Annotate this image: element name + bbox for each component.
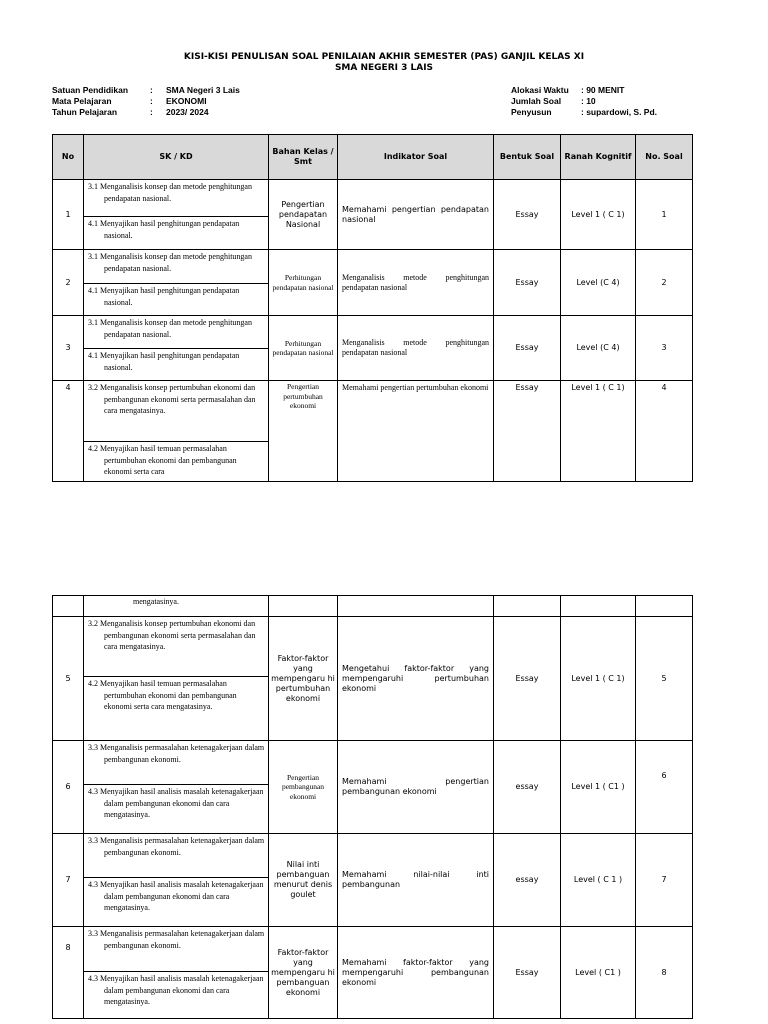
row-ranah: Level 1 ( C 1) [561,381,636,482]
meta-label-penyusun: Penyusun [511,107,552,117]
row-bentuk: essay [494,741,561,834]
header-skkd: SK / KD [84,135,269,180]
empty-cell [269,596,338,617]
table-row [53,381,693,442]
meta-label-mapel: Mata Pelajaran [52,96,112,106]
table-row [53,741,693,785]
meta-value-alokasi: : 90 MENIT [581,85,625,95]
table-row [53,250,693,284]
meta-label-jumlah: Jumlah Soal [511,96,562,106]
row-ranah: Level 1 ( C 1) [561,180,636,250]
row-indikator: Memahami pengertian pertumbuhan ekonomi [338,381,494,482]
meta-value-tahun: 2023/ 2024 [166,107,209,117]
kd-text: 4.3 Menyajikan hasil analisis masalah ketenagakerjaan dalam pembangunan ekonomi dan cara mengatasinya. [84,878,269,927]
empty-cell [561,596,636,617]
row-no: 7 [53,834,84,927]
meta-value-jumlah: : 10 [581,96,596,106]
row-bentuk: Essay [494,381,561,482]
row-nosoal: 8 [636,927,693,1019]
header-bahan: Bahan Kelas / Smt [269,135,338,180]
row-bahan: Nilai inti pembanguan menurut denis goulet [269,834,338,927]
row-nosoal: 3 [636,316,693,381]
kd-text: 4.3 Menyajikan hasil analisis masalah ketenagakerjaan dalam pembangunan ekonomi dan cara mengatasinya. [84,972,269,1019]
empty-cell [636,596,693,617]
row-no: 1 [53,180,84,250]
row-indikator: Memahami faktor-faktor yang mempengaruhi pembangunan ekonomi [338,927,494,1019]
empty-cell [494,596,561,617]
meta-sep: : [150,107,153,117]
kisi-kisi-table-page-2 [52,595,693,1019]
row-no: 2 [53,250,84,316]
header-no: No [53,135,84,180]
row-no: 6 [53,741,84,834]
meta-label-tahun: Tahun Pelajaran [52,107,118,117]
table-row [53,927,693,972]
row-bentuk: essay [494,834,561,927]
row-indikator: Memahami pengertian pembangunan ekonomi [338,741,494,834]
row-no: 5 [53,617,84,741]
table-row [53,316,693,349]
meta-label-satuan: Satuan Pendidikan [52,85,129,95]
row-no: 3 [53,316,84,381]
row-nosoal: 2 [636,250,693,316]
row-no: 8 [53,927,84,1019]
row-ranah: Level 1 ( C1 ) [561,741,636,834]
row-bahan: Perhitungan pendapatan nasional [269,316,338,381]
row-nosoal: 1 [636,180,693,250]
row-indikator: Memahami nilai-nilai inti pembangunan [338,834,494,927]
row-ranah: Level (C 4) [561,316,636,381]
meta-value-satuan: SMA Negeri 3 Lais [166,85,240,95]
header-indikator: Indikator Soal [338,135,494,180]
row-nosoal: 6 [636,741,693,834]
row-indikator: Menganalisis metode penghitungan pendapatan nasional [338,316,494,381]
row-no: 4 [53,381,84,482]
kd-text: 4.1 Menyajikan hasil penghitungan pendapatan nasional. [84,349,269,381]
row-bahan: Pengertian pendapatan Nasional [269,180,338,250]
header-bentuk: Bentuk Soal [494,135,561,180]
kd-text: 3.3 Menganalisis permasalahan ketenagakerjaan dalam pembangunan ekonomi. [84,927,269,972]
kd-text: 4.1 Menyajikan hasil penghitungan pendapatan nasional. [84,284,269,316]
row-indikator: Mengetahui faktor-faktor yang mempengaruhi pertumbuhan ekonomi [338,617,494,741]
document-title: KISI-KISI PENULISAN SOAL PENILAIAN AKHIR SEMESTER (PAS) GANJIL KELAS XI [183,52,585,62]
table-row [53,834,693,878]
table-row [53,596,693,617]
header-nosoal: No. Soal [636,135,693,180]
row-indikator: Memahami pengertian pendapatan nasional [338,180,494,250]
kd-text: 3.1 Menganalisis konsep dan metode penghitungan pendapatan nasional. [84,250,269,284]
row-nosoal: 5 [636,617,693,741]
row-nosoal: 4 [636,381,693,482]
row-bahan: Faktor-faktor yang mempengaru hi pembanguan ekonomi [269,927,338,1019]
kd-text: 4.2 Menyajikan hasil temuan permasalahan pertumbuhan ekonomi dan pembangunan ekonomi serta cara [84,442,269,482]
row-bahan: Pengertian pembangunan ekonomi [269,741,338,834]
row-bahan: Perhitungan pendapatan nasional [269,250,338,316]
kd-text: 4.1 Menyajikan hasil penghitungan pendapatan nasional. [84,217,269,250]
row-bentuk: Essay [494,927,561,1019]
row-bentuk: Essay [494,617,561,741]
meta-value-penyusun: : supardowi, S. Pd. [581,107,658,117]
kd-text: mengatasinya. [84,596,269,617]
kd-text: 3.1 Menganalisis konsep dan metode penghitungan pendapatan nasional. [84,316,269,349]
kd-text: 3.2 Menganalisis konsep pertumbuhan ekonomi dan pembangunan ekonomi serta permasalahan dan cara mengatasinya. [84,381,269,442]
header-ranah: Ranah Kognitif [561,135,636,180]
meta-label-alokasi: Alokasi Waktu [511,85,569,95]
row-bentuk: Essay [494,180,561,250]
kd-text: 3.2 Menganalisis konsep pertumbuhan ekonomi dan pembangunan ekonomi serta permasalahan dan cara mengatasinya. [84,617,269,677]
document-subtitle: SMA NEGERI 3 LAIS [334,63,434,73]
empty-cell [53,596,84,617]
row-ranah: Level ( C 1 ) [561,834,636,927]
empty-cell [338,596,494,617]
row-ranah: Level (C 4) [561,250,636,316]
table-row [53,617,693,677]
meta-value-mapel: EKONOMI [166,96,207,106]
meta-sep: : [150,96,153,106]
kd-text: 3.3 Menganalisis permasalahan ketenagakerjaan dalam pembangunan ekonomi. [84,741,269,785]
kisi-kisi-table-page-1 [52,134,693,482]
meta-sep: : [150,85,153,95]
kd-text: 3.1 Menganalisis konsep dan metode penghitungan pendapatan nasional. [84,180,269,217]
kd-text: 3.3 Menganalisis permasalahan ketenagakerjaan dalam pembangunan ekonomi. [84,834,269,878]
row-nosoal: 7 [636,834,693,927]
row-bentuk: Essay [494,250,561,316]
row-bahan: Faktor-faktor yang mempengaru hi pertumbuhan ekonomi [269,617,338,741]
row-ranah: Level 1 ( C 1) [561,617,636,741]
kd-text: 4.3 Menyajikan hasil analisis masalah ketenagakerjaan dalam pembangunan ekonomi dan cara mengatasinya. [84,785,269,834]
row-bahan: Pengertian pertumbuhan ekonomi [269,381,338,482]
row-ranah: Level ( C1 ) [561,927,636,1019]
row-bentuk: Essay [494,316,561,381]
row-indikator: Menganalisis metode penghitungan pendapatan nasional [338,250,494,316]
kd-text: 4.2 Menyajikan hasil temuan permasalahan pertumbuhan ekonomi dan pembangunan ekonomi serta cara mengatasinya. [84,677,269,741]
table-row [53,180,693,217]
table-header-row [53,135,693,180]
